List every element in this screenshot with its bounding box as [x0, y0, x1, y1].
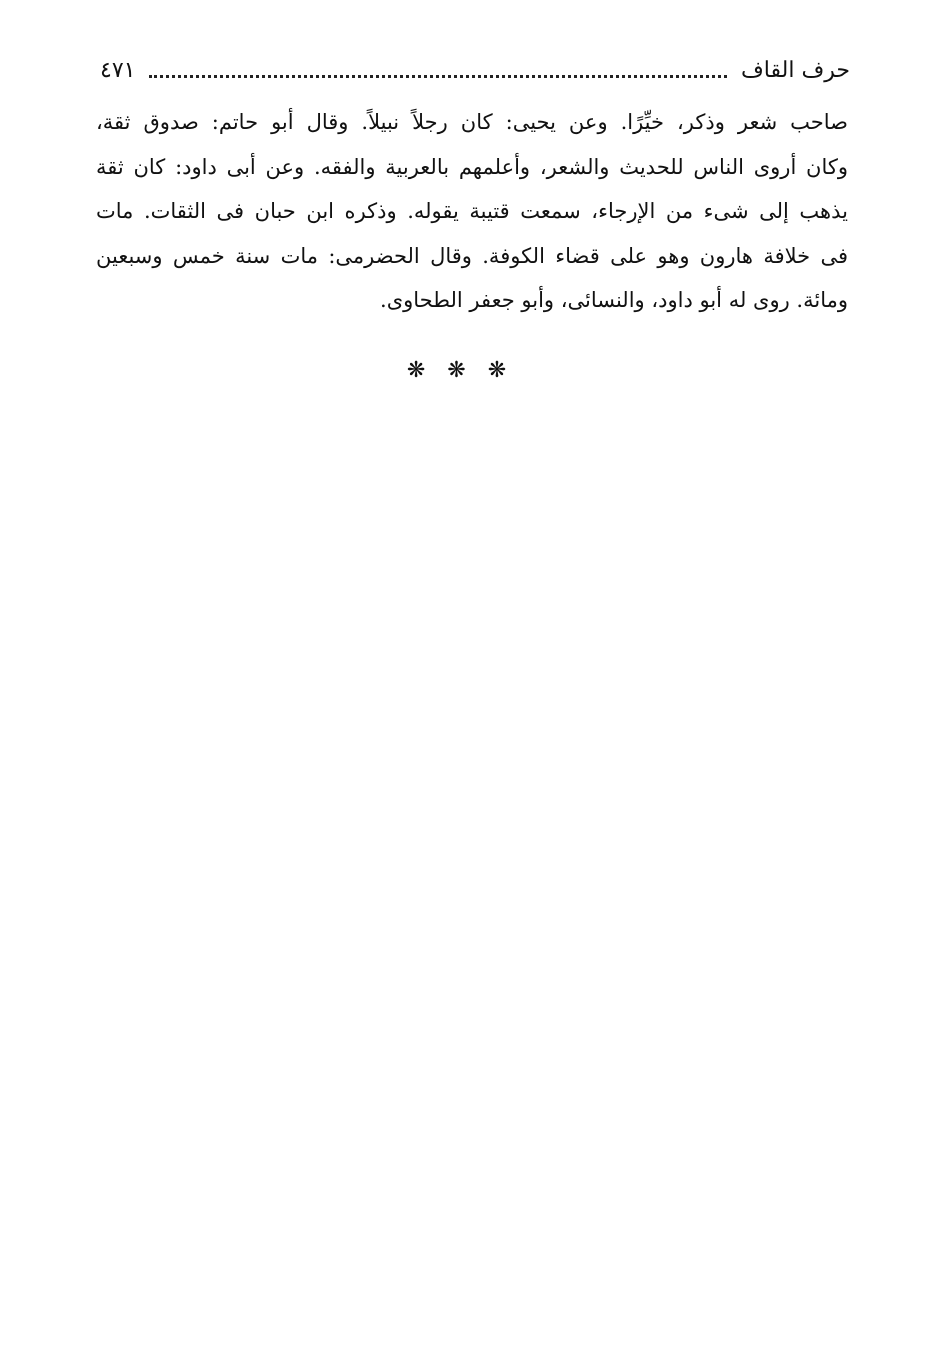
text-line: وكان أروى الناس للحديث والشعر، وأعلمهم بالعربية والفقه. وعن أبى داود: كان ثقة [96, 154, 848, 179]
body-paragraph [96, 100, 848, 323]
dot-leader [149, 75, 727, 78]
text-line: يذهب إلى شىء من الإرجاء، سمعت قتيبة يقوله. وذكره ابن حبان فى الثقات. مات [96, 199, 848, 223]
text-line: صاحب شعر وذكر، خيِّرًا. وعن يحيى: كان رجلاً نبيلاً. وقال أبو حاتم: صدوق ثقة، [96, 110, 848, 134]
text-line: ومائة. روى له أبو داود، والنسائى، وأبو جعفر الطحاوى. [380, 288, 848, 312]
page-number: ٤٧١ [100, 57, 136, 83]
section-divider-asterisks: ❋❋❋ [406, 358, 529, 383]
text-line: فى خلافة هارون وهو على قضاء الكوفة. وقال الحضرمى: مات سنة خمس وسبعين [96, 243, 848, 268]
chapter-title: حرف القاف [741, 57, 850, 83]
running-header [100, 50, 850, 90]
